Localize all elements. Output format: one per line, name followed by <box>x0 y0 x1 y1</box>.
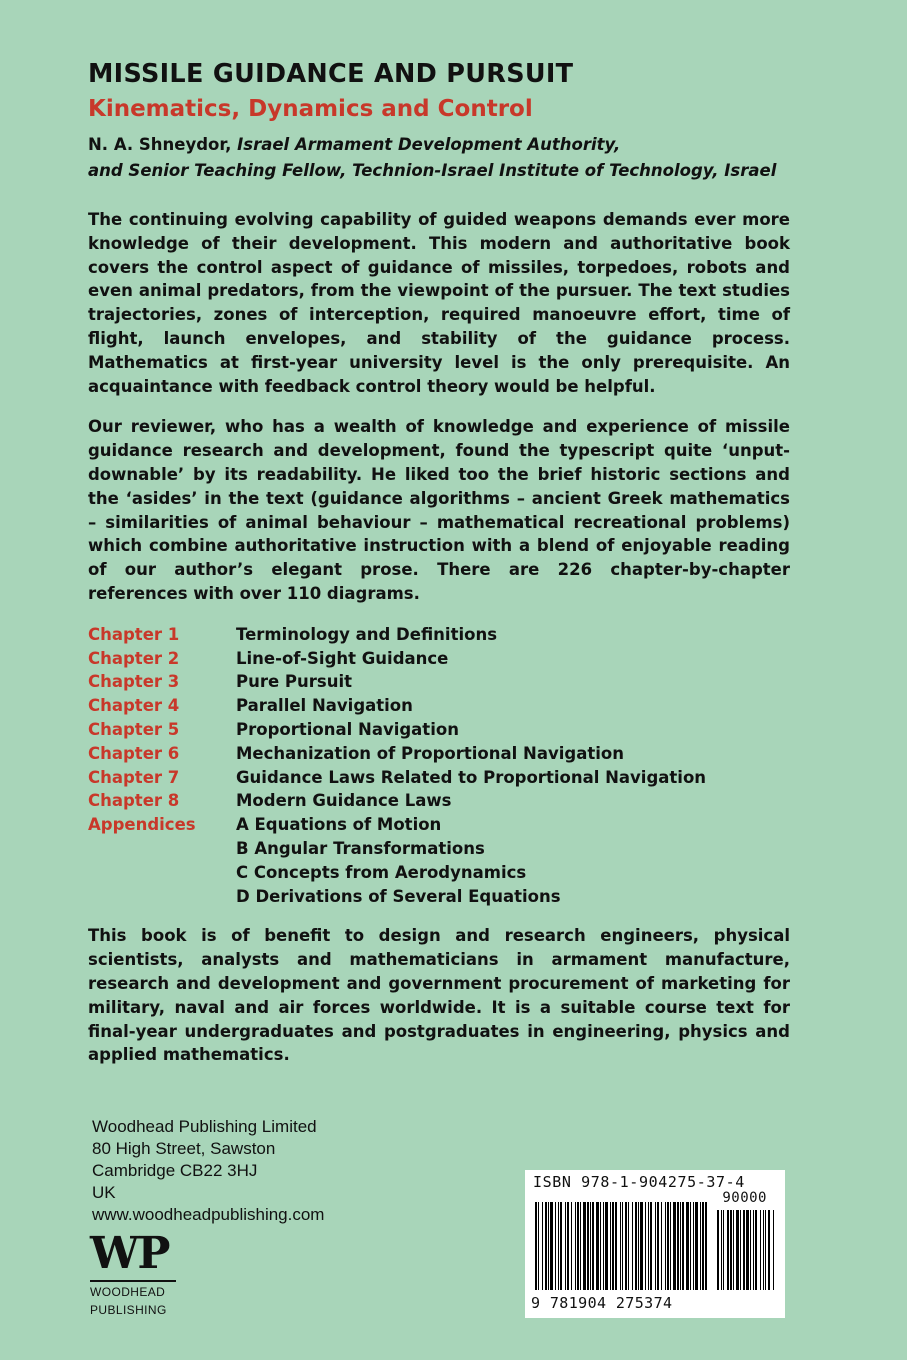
description-paragraph-3: This book is of benefit to design and research engineers, physical scientists, analysts and mathematicians in armament manufacture, research and development and government procurement of marketing for military, naval and air forces worldwide. It is a suitable course text for final-year undergraduates and postgraduates in engineering, physics and applied mathematics. <box>88 926 790 1065</box>
book-subtitle: Kinematics, Dynamics and Control <box>88 96 533 122</box>
barcode-bars <box>531 1190 781 1294</box>
chapter-label: Chapter 8 <box>88 791 180 811</box>
author-line-2 <box>88 158 790 184</box>
chapter-label: Chapter 7 <box>88 767 180 787</box>
chapter-row <box>88 789 790 813</box>
chapter-row <box>88 647 790 671</box>
appendix-title: C Concepts from Aerodynamics <box>236 862 527 882</box>
isbn-barcode <box>525 1170 785 1318</box>
appendix-label-empty <box>88 885 236 909</box>
chapter-title: Mechanization of Proportional Navigation <box>236 743 624 763</box>
chapter-label: Chapter 3 <box>88 672 180 692</box>
appendix-label-empty <box>88 837 236 861</box>
chapter-label: Chapter 2 <box>88 648 180 668</box>
chapter-row <box>88 718 790 742</box>
logo-mark: WP <box>90 1228 169 1279</box>
chapter-title: Terminology and Definitions <box>236 624 498 644</box>
publisher-name: Woodhead Publishing Limited <box>92 1117 317 1136</box>
logo-text-2: PUBLISHING <box>90 1303 167 1317</box>
chapter-title: Proportional Navigation <box>236 719 459 739</box>
appendix-title: D Derivations of Several Equations <box>236 886 561 906</box>
logo-divider <box>90 1280 176 1282</box>
price-addon-text: 90000 <box>722 1190 767 1206</box>
chapter-label: Chapter 6 <box>88 743 180 763</box>
appendix-row <box>88 813 790 837</box>
publisher-street: 80 High Street, Sawston <box>92 1139 276 1158</box>
publisher-website: www.woodheadpublishing.com <box>92 1205 325 1224</box>
publisher-city: Cambridge CB22 3HJ <box>92 1161 258 1180</box>
back-cover-content <box>88 58 790 1067</box>
book-title: MISSILE GUIDANCE AND PURSUIT <box>88 59 574 89</box>
chapter-title: Parallel Navigation <box>236 696 413 716</box>
appendix-title: B Angular Transformations <box>236 838 485 858</box>
chapter-list <box>88 623 790 909</box>
publisher-logo <box>90 1228 186 1318</box>
appendix-row <box>88 837 790 861</box>
appendix-row <box>88 885 790 909</box>
chapter-title: Pure Pursuit <box>236 672 352 692</box>
description-paragraph-1: The continuing evolving capability of guided weapons demands ever more knowledge of their development. This modern and authoritative book covers the control aspect of guidance of missiles, torpedoes, robots and even animal predators, from the viewpoint of the pursuer. The text studies trajectories, zones of interception, required manoeuvre effort, time of flight, launch envelopes, and stability of the guidance process. Mathematics at first-year university level is the only prerequisite. An acquaintance with feedback control theory would be helpful. <box>88 210 790 396</box>
barcode-digits: 9 781904 275374 <box>531 1294 673 1312</box>
chapter-row <box>88 670 790 694</box>
author-name: N. A. Shneydor, <box>88 135 232 154</box>
chapter-label: Chapter 5 <box>88 719 180 739</box>
chapter-row <box>88 766 790 790</box>
publisher-address <box>92 1116 324 1226</box>
chapter-row <box>88 694 790 718</box>
chapter-label: Chapter 4 <box>88 696 180 716</box>
logo-text-1: WOODHEAD <box>90 1285 166 1299</box>
chapter-title: Line-of-Sight Guidance <box>236 648 449 668</box>
appendix-row <box>88 861 790 885</box>
isbn-text: ISBN 978-1-904275-37-4 <box>533 1173 745 1191</box>
author-affiliation-1: Israel Armament Development Authority, <box>237 135 621 154</box>
publisher-country: UK <box>92 1183 116 1202</box>
chapter-title: Modern Guidance Laws <box>236 791 452 811</box>
chapter-title: Guidance Laws Related to Proportional Navigation <box>236 767 707 787</box>
appendix-title: A Equations of Motion <box>236 815 442 835</box>
author-line-1 <box>88 132 790 158</box>
author-affiliation-2: and Senior Teaching Fellow, Technion-Israel Institute of Technology, Israel <box>88 161 777 180</box>
author-block <box>88 132 790 184</box>
appendices-label: Appendices <box>88 815 196 835</box>
description-paragraph-2: Our reviewer, who has a wealth of knowledge and experience of missile guidance research and development, found the typescript quite ‘unput-downable’ by its readability. He liked too the brief historic sections and the ‘asides’ in the text (guidance algorithms – ancient Greek mathematics – similarities of animal behaviour – mathematical recreational problems) which combine authoritative instruction with a blend of enjoyable reading of our author’s elegant prose. There are 226 chapter-by-chapter references with over 110 diagrams. <box>88 417 790 603</box>
chapter-row <box>88 742 790 766</box>
chapter-label: Chapter 1 <box>88 624 180 644</box>
appendix-label-empty <box>88 861 236 885</box>
chapter-row <box>88 623 790 647</box>
